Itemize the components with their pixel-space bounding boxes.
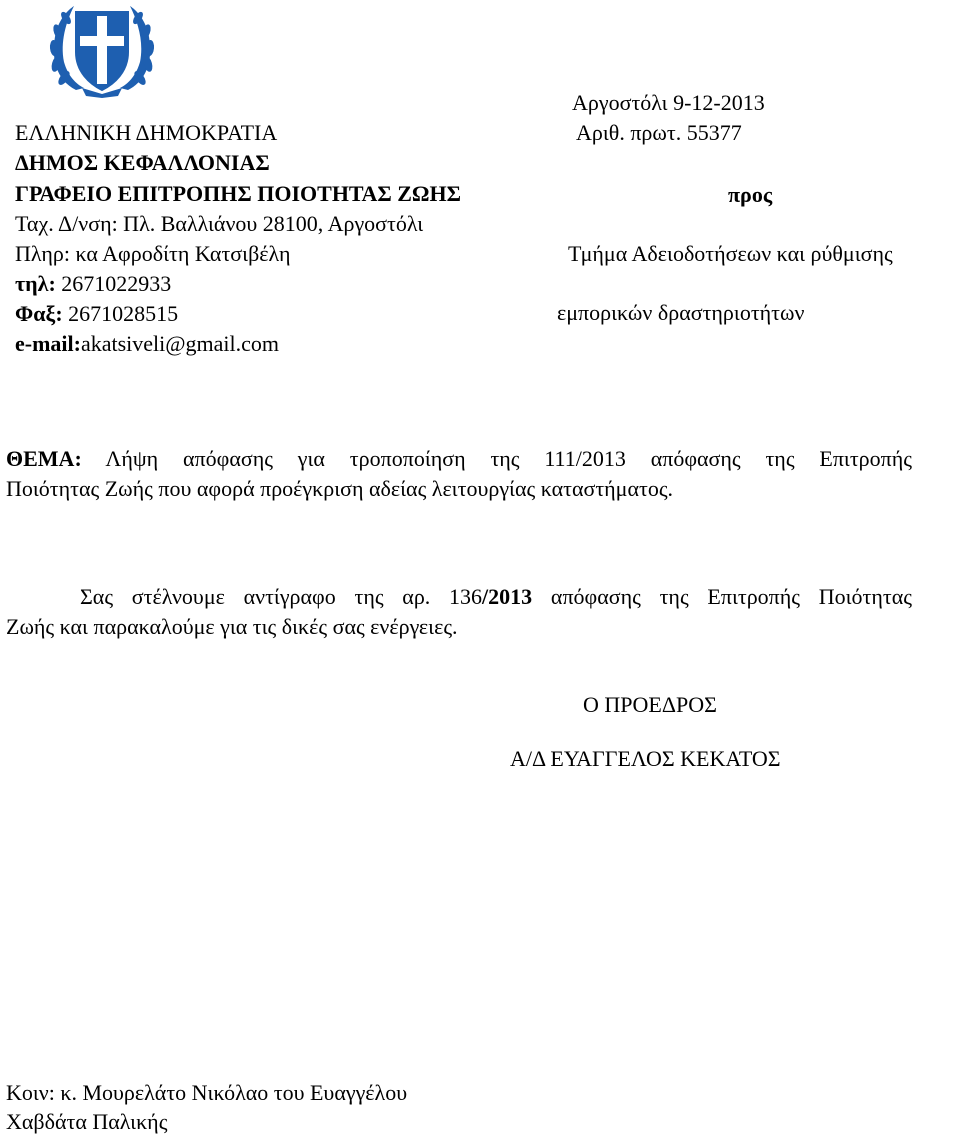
subject-label: ΘΕΜΑ: <box>6 446 82 471</box>
phone-value: 2671022933 <box>55 271 172 296</box>
sender-phone <box>15 273 171 295</box>
fax-label: Φαξ: <box>15 301 63 326</box>
body-paragraph <box>6 582 912 642</box>
recipient-line-2: εμπορικών δραστηριοτήτων <box>557 300 805 325</box>
sender-municipality: ΔΗΜΟΣ ΚΕΦΑΛΛΟΝΙΑΣ <box>15 150 270 175</box>
document-date: Αργοστόλι 9-12-2013 <box>572 90 765 115</box>
body-text-start: Σας στέλνουμε αντίγραφο της αρ. 136 <box>80 584 483 609</box>
signature-name: Α/Δ ΕΥΑΓΓΕΛΟΣ ΚΕΚΑΤΟΣ <box>510 746 781 771</box>
protocol-number: Αριθ. πρωτ. 55377 <box>576 120 742 145</box>
fax-value: 2671028515 <box>62 301 179 326</box>
subject-line-2: Ποιότητας Ζωής που αφορά προέγκριση αδείας λειτουργίας καταστήματος. <box>6 476 674 501</box>
cc-line-2: Χαβδάτα Παλικής <box>6 1109 168 1134</box>
cc-line-1: Κοιν: κ. Μουρελάτο Νικόλαο του Ευαγγέλου <box>6 1080 408 1105</box>
sender-contact-person: Πληρ: κα Αφροδίτη Κατσιβέλη <box>15 241 291 266</box>
signature-title: Ο ΠΡΟΕΔΡΟΣ <box>583 692 717 717</box>
subject-line-1 <box>6 444 912 474</box>
subject-paragraph <box>6 444 912 504</box>
sender-address: Ταχ. Δ/νση: Πλ. Βαλλιάνου 28100, Αργοστόλι <box>15 211 424 236</box>
recipient-to-label: προς <box>728 182 773 207</box>
body-text-end: απόφασης της Επιτροπής Ποιότητας <box>532 584 912 609</box>
greek-coat-of-arms-icon <box>46 2 158 98</box>
subject-text-1: Λήψη απόφασης για τροποποίηση της 111/2013 απόφασης της Επιτροπής <box>81 446 912 471</box>
body-text-bold: /2013 <box>482 584 533 609</box>
recipient-line-1: Τμήμα Αδειοδοτήσεων και ρύθμισης <box>568 241 893 266</box>
body-line-1 <box>6 582 912 612</box>
sender-office: ΓΡΑΦΕΙΟ ΕΠΙΤΡΟΠΗΣ ΠΟΙΟΤΗΤΑΣ ΖΩΗΣ <box>15 181 462 206</box>
sender-email <box>15 333 279 355</box>
phone-label: τηλ: <box>15 271 56 296</box>
email-label: e-mail: <box>15 331 81 356</box>
sender-fax <box>15 303 178 325</box>
sender-country: ΕΛΛΗΝΙΚΗ ΔΗΜΟΚΡΑΤΙΑ <box>15 120 278 145</box>
body-line-2: Ζωής και παρακαλούμε για τις δικές σας ενέργειες. <box>6 614 458 639</box>
email-value: akatsiveli@gmail.com <box>80 331 280 356</box>
